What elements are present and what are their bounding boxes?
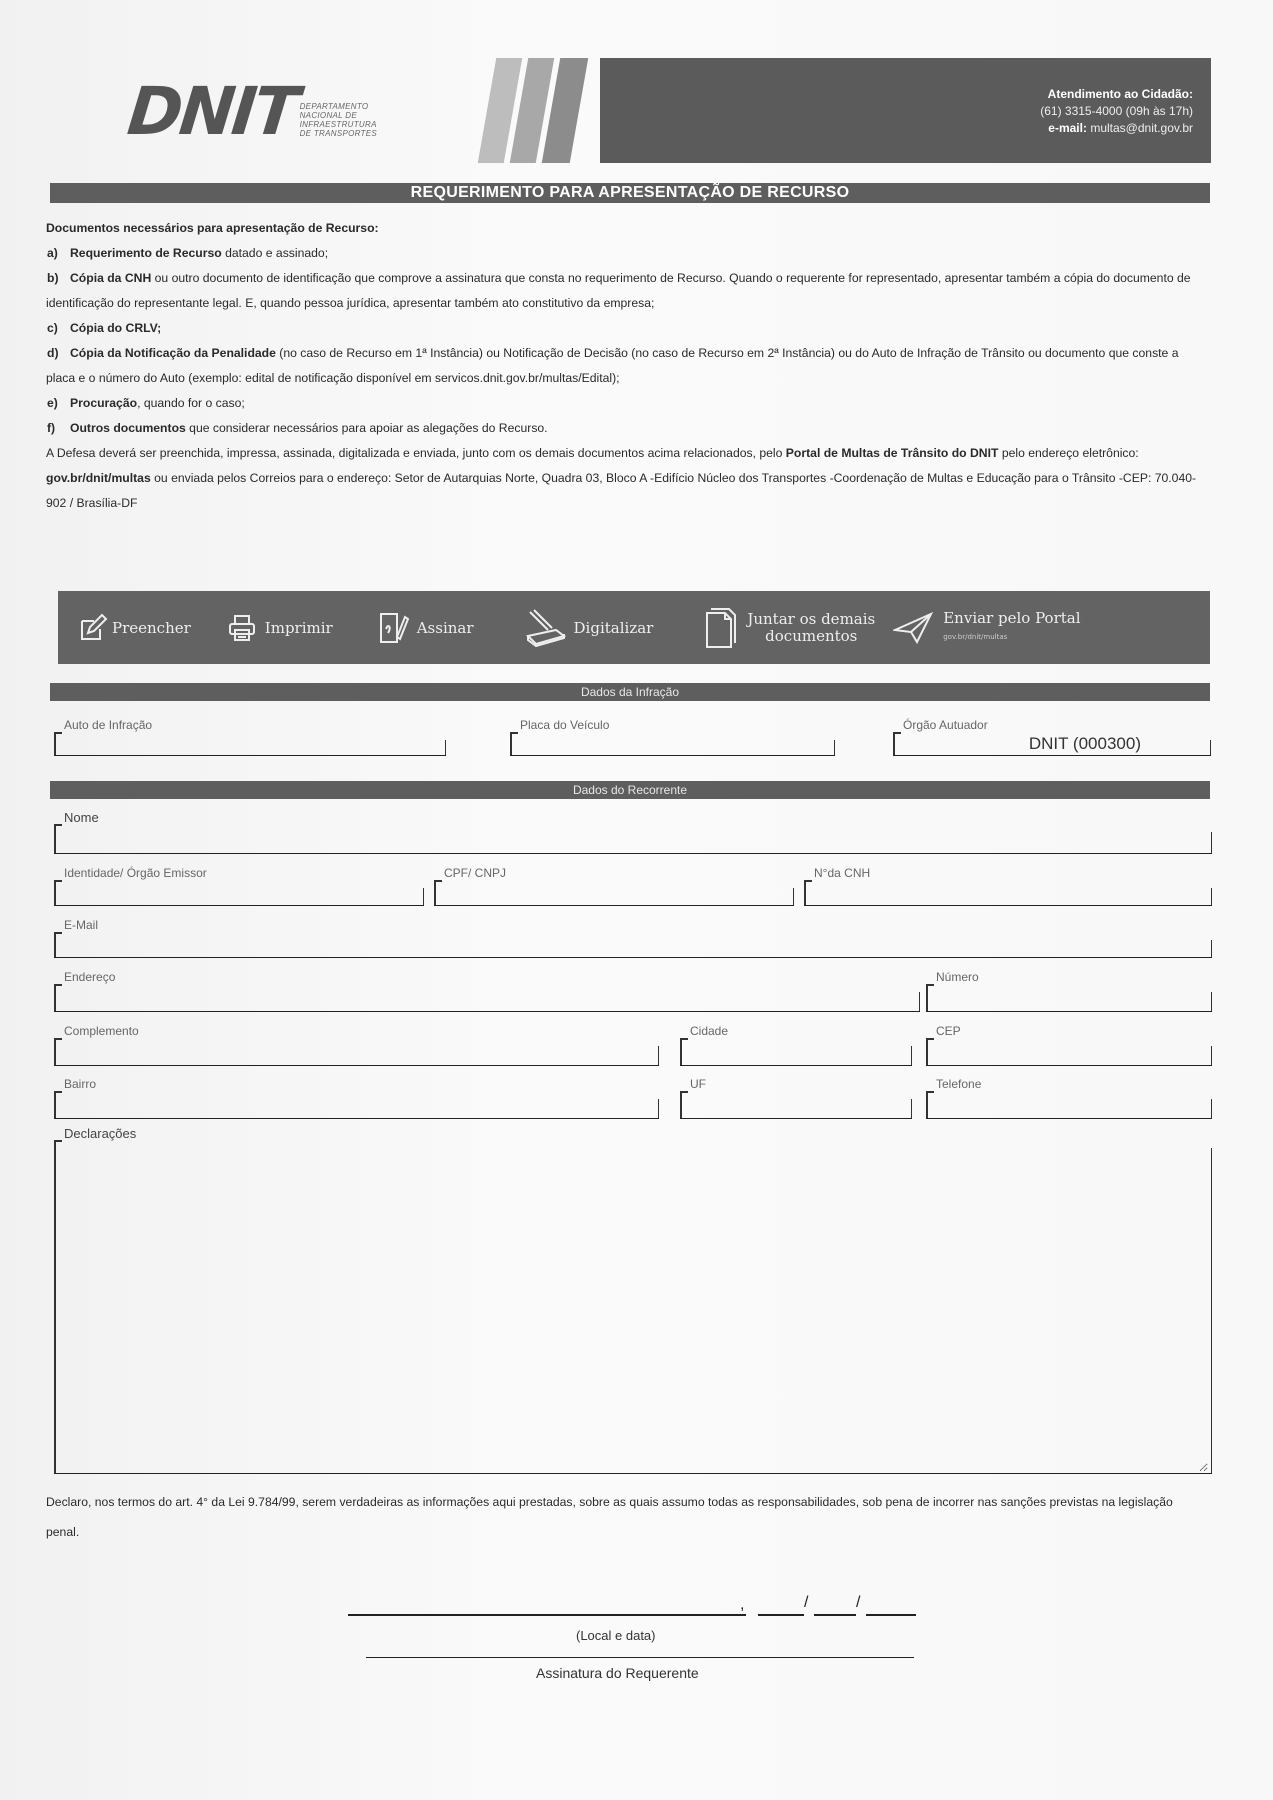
field-label: Bairro bbox=[64, 1077, 97, 1091]
cnh-field[interactable] bbox=[804, 866, 1212, 906]
legal-declaration: Declaro, nos termos do art. 4° da Lei 9.784/99, serem verdadeiras as informações aqui prestadas, sobre as quais assumo todas as responsabilidades, sob pena de incorrer nas sanções previstas na legislação penal. bbox=[46, 1495, 1173, 1539]
sign-document-icon bbox=[377, 611, 411, 645]
portal-name: Portal de Multas de Trânsito do DNIT bbox=[785, 446, 999, 460]
cpf-cnpj-field[interactable] bbox=[434, 866, 794, 906]
placa-veiculo-field[interactable] bbox=[510, 718, 835, 756]
field-label: Endereço bbox=[64, 970, 116, 984]
scanner-icon bbox=[524, 606, 568, 650]
field-label: Auto de Infração bbox=[64, 718, 153, 732]
logo-subtitle bbox=[300, 102, 377, 138]
complemento-field[interactable] bbox=[54, 1024, 659, 1066]
date-slash: / bbox=[804, 1594, 809, 1611]
month-line[interactable] bbox=[814, 1614, 856, 1616]
numero-input[interactable] bbox=[930, 986, 1208, 1010]
nome-field[interactable] bbox=[54, 810, 1212, 854]
step-label: Preencher bbox=[112, 618, 191, 637]
field-label: Órgão Autuador bbox=[903, 718, 988, 732]
field-label: Cidade bbox=[690, 1024, 729, 1038]
step-imprimir bbox=[227, 613, 333, 643]
signature-label: Assinatura do Requerente bbox=[536, 1665, 699, 1681]
telefone-field[interactable] bbox=[926, 1077, 1212, 1119]
year-line[interactable] bbox=[866, 1614, 916, 1616]
paper-plane-icon bbox=[893, 610, 933, 646]
item-bold: Cópia da Notificação da Penalidade bbox=[70, 346, 276, 360]
item-letter: b) bbox=[47, 271, 59, 285]
local-line[interactable] bbox=[348, 1614, 746, 1616]
dnit-logo bbox=[124, 73, 378, 150]
logo-subtitle-line: DEPARTAMENTO bbox=[299, 102, 369, 111]
step-digitalizar bbox=[524, 606, 654, 650]
orgao-autuador-value: DNIT (000300) bbox=[1028, 734, 1141, 753]
declaracoes-textarea[interactable] bbox=[58, 1142, 1208, 1472]
instruction-item bbox=[46, 416, 1211, 441]
cep-input[interactable] bbox=[930, 1040, 1208, 1064]
item-bold: Cópia do CRLV; bbox=[70, 321, 162, 335]
cidade-input[interactable] bbox=[684, 1040, 908, 1064]
contact-title: Atendimento ao Cidadão: bbox=[1047, 87, 1193, 101]
identidade-field[interactable] bbox=[54, 866, 424, 906]
printer-icon bbox=[227, 613, 257, 643]
logo-text: DNIT bbox=[124, 73, 300, 150]
instruction-item bbox=[46, 341, 1211, 391]
instructions bbox=[46, 216, 1211, 516]
field-label: Nome bbox=[64, 810, 99, 825]
item-bold: Cópia da CNH bbox=[70, 271, 152, 285]
field-label: Placa do Veículo bbox=[520, 718, 610, 732]
bairro-field[interactable] bbox=[54, 1077, 659, 1119]
item-text: , quando for o caso; bbox=[137, 396, 245, 410]
cidade-field[interactable] bbox=[680, 1024, 912, 1066]
item-bold: Requerimento de Recurso bbox=[70, 246, 222, 260]
item-letter: e) bbox=[47, 396, 58, 410]
step-label: Juntar os demais bbox=[747, 609, 876, 628]
instruction-item bbox=[46, 316, 1211, 341]
email-input[interactable] bbox=[58, 934, 1208, 956]
step-enviar bbox=[893, 610, 1080, 646]
item-letter: f) bbox=[47, 421, 56, 435]
logo-subtitle-line: INFRAESTRUTURA bbox=[299, 120, 377, 129]
field-label: Identidade/ Órgão Emissor bbox=[64, 866, 207, 880]
field-label: CPF/ CNPJ bbox=[444, 866, 507, 880]
field-label: N°da CNH bbox=[814, 866, 871, 880]
day-line[interactable] bbox=[758, 1614, 804, 1616]
field-label: UF bbox=[690, 1077, 706, 1091]
date-slash: / bbox=[856, 1594, 861, 1611]
logo-subtitle-line: NACIONAL DE bbox=[299, 111, 357, 120]
instructions-heading: Documentos necessários para apresentação de Recurso: bbox=[46, 221, 379, 235]
step-label: Assinar bbox=[416, 618, 474, 637]
step-preencher bbox=[78, 613, 191, 643]
item-text: ou outro documento de identificação que comprove a assinatura que consta no requerimento de Recurso. Quando o requerente for representado, apresentar também a cópia do documento de identificação do representante legal. E, quando pessoa jurídica, apresentar também ato constitutivo da empresa; bbox=[46, 271, 1191, 310]
numero-field[interactable] bbox=[926, 970, 1212, 1012]
instruction-item bbox=[46, 241, 1211, 266]
logo-subtitle-line: DE TRANSPORTES bbox=[299, 129, 378, 138]
item-letter: d) bbox=[47, 346, 59, 360]
identidade-input[interactable] bbox=[58, 882, 420, 904]
item-bold: Procuração bbox=[70, 396, 138, 410]
endereco-input[interactable] bbox=[58, 986, 916, 1010]
uf-input[interactable] bbox=[684, 1093, 908, 1117]
documents-icon bbox=[703, 605, 737, 651]
footer-text: pelo endereço eletrônico: bbox=[998, 446, 1139, 460]
instruction-item bbox=[46, 266, 1211, 316]
portal-link[interactable]: gov.br/dnit/multas bbox=[46, 471, 151, 485]
section-infracao: Dados da Infração bbox=[50, 683, 1210, 701]
telefone-input[interactable] bbox=[930, 1093, 1208, 1117]
step-label: Imprimir bbox=[264, 618, 333, 637]
field-label: Número bbox=[936, 970, 979, 984]
cpf-cnpj-input[interactable] bbox=[438, 882, 790, 904]
item-text: datado e assinado; bbox=[221, 246, 329, 260]
item-text: (no caso de Recurso em 1ª Instância) ou Notificação de Decisão (no caso de Recurso em 2ª Instância) ou do Auto de Infração de Trânsito ou documento que conste a placa e o número do Auto (exemplo: edital de notificação disponível em servicos.dnit.gov.br/multas/Edital); bbox=[46, 346, 1179, 385]
complemento-input[interactable] bbox=[58, 1040, 655, 1064]
contact-phone: (61) 3315-4000 (09h às 17h) bbox=[1040, 104, 1193, 118]
endereco-field[interactable] bbox=[54, 970, 920, 1012]
step-juntar bbox=[703, 605, 875, 651]
cnh-input[interactable] bbox=[808, 882, 1208, 904]
signature-line[interactable] bbox=[366, 1657, 914, 1658]
email-field[interactable] bbox=[54, 918, 1212, 958]
step-label: Digitalizar bbox=[573, 618, 654, 637]
bairro-input[interactable] bbox=[58, 1093, 655, 1117]
footer-text: ou enviada pelos Correios para o endereço: Setor de Autarquias Norte, Quadra 03, Bloco A -Edifício Núcleo dos Transportes -Coordenação de Multas e Educação para o Trânsito -CEP: 70.040-902 / Brasília-DF bbox=[46, 471, 1197, 510]
edit-icon bbox=[78, 613, 108, 643]
step-label: documentos bbox=[765, 626, 858, 645]
declaracoes-field[interactable] bbox=[54, 1126, 1212, 1474]
process-steps-bar bbox=[58, 591, 1210, 664]
step-assinar bbox=[377, 611, 474, 645]
item-letter: a) bbox=[47, 246, 58, 260]
instructions-footer bbox=[46, 441, 1211, 516]
placa-veiculo-input[interactable] bbox=[514, 734, 831, 754]
uf-field[interactable] bbox=[680, 1077, 912, 1119]
field-label: Declarações bbox=[64, 1126, 137, 1141]
instruction-item bbox=[46, 391, 1211, 416]
field-label: E-Mail bbox=[64, 918, 99, 932]
item-letter: c) bbox=[47, 321, 58, 335]
step-label: Enviar pelo Portal bbox=[943, 608, 1081, 627]
section-recorrente: Dados do Recorrente bbox=[50, 781, 1210, 799]
step-sublabel[interactable]: gov.br/dnit/multas bbox=[943, 632, 1008, 641]
orgao-autuador-field bbox=[893, 718, 1211, 756]
comma-separator: , bbox=[740, 1596, 745, 1613]
item-bold: Outros documentos bbox=[70, 421, 186, 435]
footer-text: A Defesa deverá ser preenchida, impressa, assinada, digitalizada e enviada, junto com os demais documentos acima relacionados, pelo bbox=[46, 446, 786, 460]
auto-infracao-field[interactable] bbox=[54, 718, 446, 756]
cep-field[interactable] bbox=[926, 1024, 1212, 1066]
contact-email-label: e-mail: bbox=[1048, 121, 1087, 135]
field-label: CEP bbox=[936, 1024, 961, 1038]
field-label: Complemento bbox=[64, 1024, 139, 1038]
form-title: REQUERIMENTO PARA APRESENTAÇÃO DE RECURSO bbox=[50, 183, 1210, 203]
contact-email[interactable]: multas@dnit.gov.br bbox=[1090, 121, 1193, 135]
local-data-label: (Local e data) bbox=[576, 1628, 656, 1643]
contact-info bbox=[1040, 86, 1193, 137]
item-text: que considerar necessários para apoiar as alegações do Recurso. bbox=[185, 421, 548, 435]
field-label: Telefone bbox=[936, 1077, 982, 1091]
auto-infracao-input[interactable] bbox=[58, 734, 442, 754]
nome-input[interactable] bbox=[58, 826, 1208, 852]
